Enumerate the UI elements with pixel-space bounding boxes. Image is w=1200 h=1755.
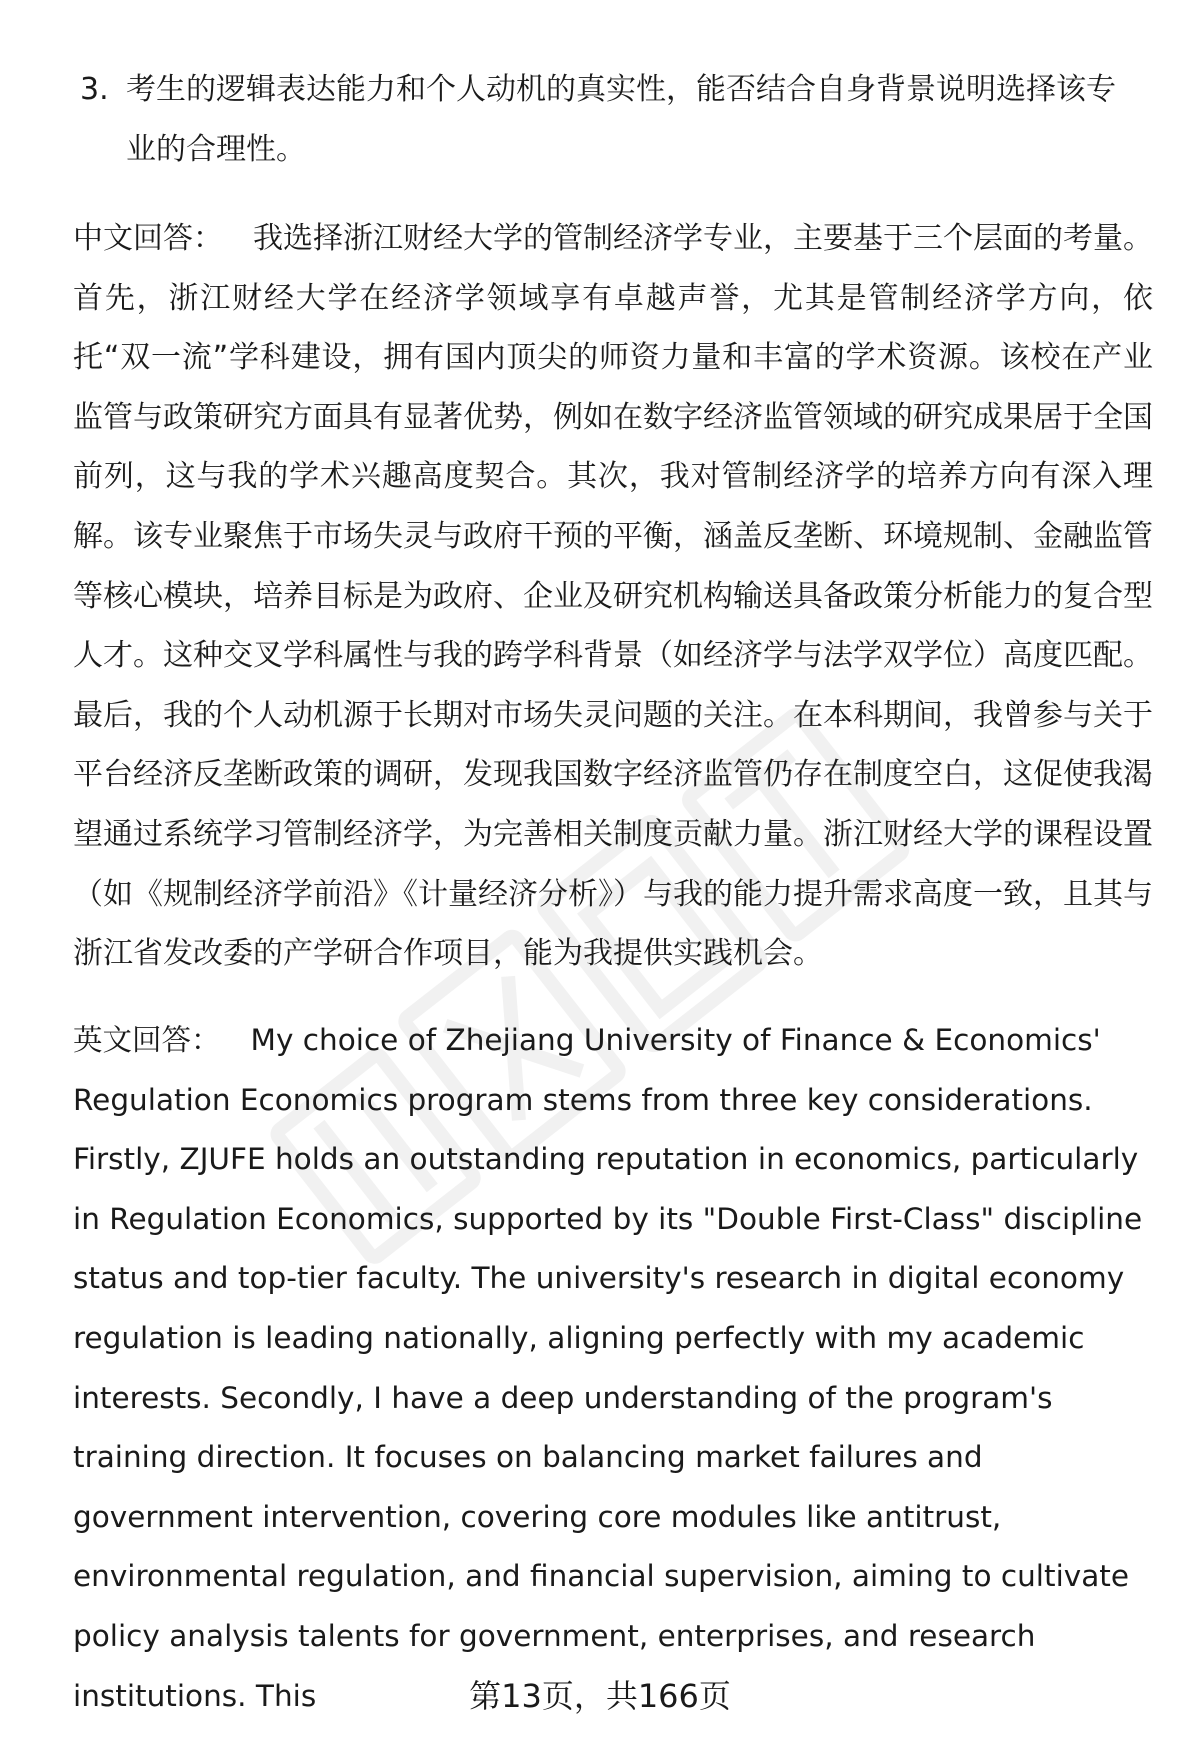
page-number-footer: 第13页，共166页: [469, 1677, 731, 1715]
english-answer-paragraph: [73, 1011, 1153, 1726]
chinese-answer-label: 中文回答：: [73, 221, 223, 256]
evaluation-criterion-3: [80, 60, 1140, 180]
criterion-number: 3.: [80, 72, 109, 107]
chinese-answer-text: 我选择浙江财经大学的管制经济学专业，主要基于三个层面的考量。首先，浙江财经大学在经济学领域享有卓越声誉，尤其是管制经济学方向，依托“双一流”学科建设，拥有国内顶尖的师资力量和丰富的学术资源。该校在产业监管与政策研究方面具有显著优势，例如在数字经济监管领域的研究成果居于全国前列，这与我的学术兴趣高度契合。其次，我对管制经济学的培养方向有深入理解。该专业聚焦于市场失灵与政府干预的平衡，涵盖反垄断、环境规制、金融监管等核心模块，培养目标是为政府、企业及研究机构输送具备政策分析能力的复合型人才。这种交叉学科属性与我的跨学科背景（如经济学与法学双学位）高度匹配。最后，我的个人动机源于长期对市场失灵问题的关注。在本科期间，我曾参与关于平台经济反垄断政策的调研，发现我国数字经济监管仍存在制度空白，这促使我渴望通过系统学习管制经济学，为完善相关制度贡献力量。浙江财经大学的课程设置（如《规制经济学前沿》《计量经济分析》）与我的能力提升需求高度一致，且其与浙江省发改委的产学研合作项目，能为我提供实践机会。: [73, 221, 1153, 972]
english-answer-label: 英文回答：: [73, 1023, 221, 1057]
chinese-answer-paragraph: [73, 209, 1153, 984]
criterion-text: 考生的逻辑表达能力和个人动机的真实性，能否结合自身背景说明选择该专业的合理性。: [126, 72, 1116, 167]
english-answer-text: My choice of Zhejiang University of Finance & Economics' Regulation Economics program stems from three key considerations. Firstly, ZJUFE holds an outstanding reputation in economics, particularly in Regulation Economics, supported by its "Double First-Class" discipline status and top-tier faculty. The university's research in digital economy regulation is leading nationally, aligning perfectly with my academic interests. Secondly, I have a deep understanding of the program's training direction. It focuses on balancing market failures and government intervention, covering core modules like antitrust, environmental regulation, and financial supervision, aiming to cultivate policy analysis talents for government, enterprises, and research institutions. This: [73, 1023, 1143, 1713]
